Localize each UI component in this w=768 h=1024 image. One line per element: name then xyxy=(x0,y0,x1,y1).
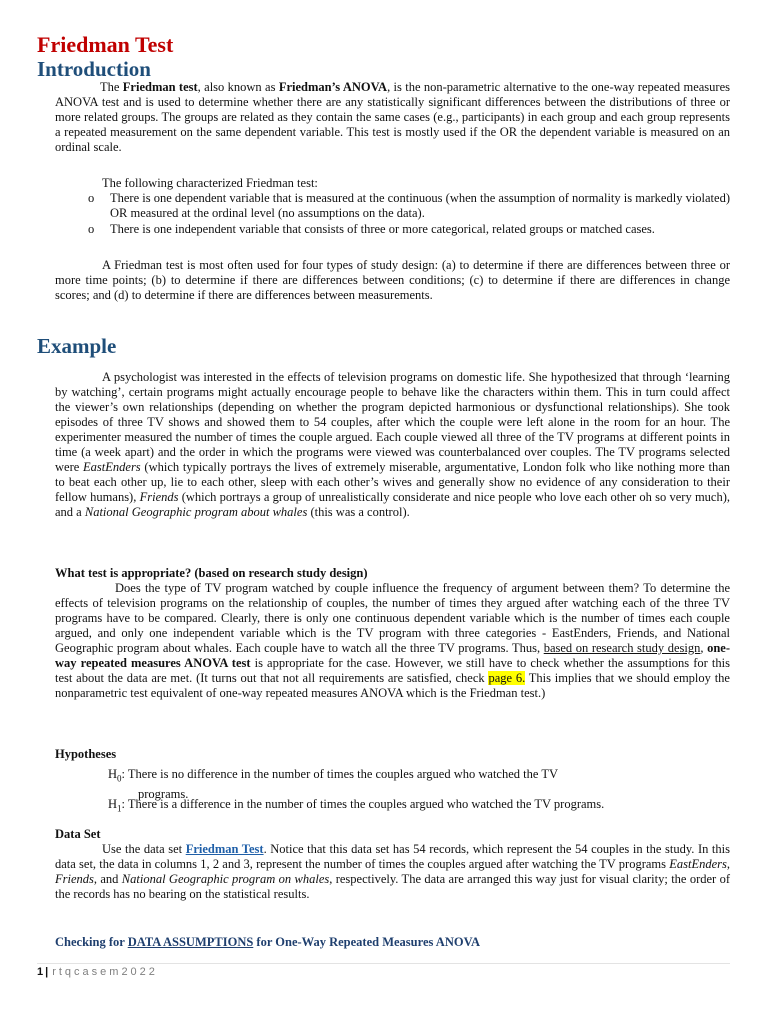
what-test-paragraph xyxy=(55,581,730,701)
text-run: , respectively. The data are arranged this way just for visual clarity; the order of the records has no bearing on the statistical results. xyxy=(55,872,730,901)
text-run: The xyxy=(100,80,123,94)
bullet-marker-icon: o xyxy=(88,191,95,205)
what-test-heading: What test is appropriate? (based on research study design) xyxy=(55,566,368,580)
text-run: , xyxy=(700,641,708,655)
text-run: (which portrays a group of unrealistically considerate and nice people who love each other oh so very much), and a xyxy=(55,490,731,519)
text-run: is appropriate for the case. However, we still have to check whether the assumptions for this test about the data are met. (It turns out that not all requirements are satisfied, check xyxy=(55,656,730,685)
example-paragraph xyxy=(55,370,730,520)
h1-text: : There is a difference in the number of times the couples argued who watched the TV programs. xyxy=(121,797,605,811)
text-run: , and xyxy=(93,872,122,886)
bullet-marker-icon: o xyxy=(88,222,95,236)
hypothesis-alternative xyxy=(108,797,730,817)
bold-one-way-anova: one-way repeated measures ANOVA test xyxy=(55,641,730,670)
text-run: for One-Way Repeated Measures ANOVA xyxy=(253,935,481,949)
data-assumptions-link[interactable]: DATA ASSUMPTIONS xyxy=(127,935,254,949)
introduction-paragraph-2: A Friedman test is most often used for four types of study design: (a) to determine if there are differences between three or more time points; (b) to determine if there are differences between conditions; (c) to determine if there are differences in change scores; and (d) to determine if there are differences between measurements. xyxy=(55,258,730,302)
italic-national-geographic: National Geographic program about whales xyxy=(84,505,308,519)
document-title: Friedman Test xyxy=(37,32,174,57)
h1-subscript: 1 xyxy=(117,803,122,814)
bold-term-friedmans-anova: Friedman’s ANOVA xyxy=(278,80,388,94)
text-run: Checking for xyxy=(55,935,128,949)
dataset-paragraph xyxy=(55,842,730,902)
text-run: Does the type of TV program watched by couple influence the frequency of argument between them? To determine the effects of television programs on the relationship of couples, the number of times they argued after watching each of the three TV programs have to be compared. Clearly, there is only one continuous dependent variable which is the number of times each couple argued, and only one independent variable which is the TV program with three categories - EastEnders, Friends, and National Geographic program about whales. Each couple have to watch all the three TV programs. Thus, xyxy=(55,581,730,655)
text-run: This implies that we should employ the nonparametric test equivalent of one-way repeated measures ANOVA which is the Friedman test.) xyxy=(55,671,730,700)
bold-term-friedman-test: Friedman test xyxy=(122,80,198,94)
footer-divider xyxy=(37,963,730,964)
italic-friends: Friends xyxy=(139,490,179,504)
text-run: A psychologist was interested in the effects of television programs on domestic life. She hypothesized that through ‘learning by watching’, certain programs might actually encourage people to behave like the characters within them. This in turn could affect the viewer’s own relationships (depending on whether the program depicted harmonious or dysfunctional relationships). She took episodes of three TV shows and showed them to 54 couples, after which the couple were left alone in the room for an hour. The experimenter measured the number of times the couple argued. Each couple viewed all three of the TV programs at different points in time (a week apart) and the order in which the programs were viewed was counterbalanced over couples. The TV programs selected were xyxy=(55,370,730,474)
checking-assumptions-heading xyxy=(55,935,480,950)
page-number: 1 xyxy=(37,966,44,978)
text-run: (which typically portrays the lives of extremely miserable, argumentative, London folk who like nothing more than to beat each other up, lie to each other, sleep with each other’s wives and generally show no evidence of any consideration to their fellow humans), xyxy=(55,460,730,504)
italic-friends: Friends xyxy=(55,872,94,886)
text-run: , also known as xyxy=(197,80,279,94)
example-heading: Example xyxy=(37,334,117,358)
page-footer xyxy=(37,966,158,978)
h0-text: : There is no difference in the number of times the couples argued who watched the TV xyxy=(121,767,558,781)
list-intro: The following characterized Friedman test: xyxy=(102,176,318,190)
introduction-heading: Introduction xyxy=(37,57,151,81)
dataset-heading: Data Set xyxy=(55,827,101,841)
highlighted-page-reference[interactable]: page 6. xyxy=(488,671,526,685)
introduction-paragraph-1 xyxy=(55,80,730,155)
h0-continuation: programs. xyxy=(138,786,189,801)
underlined-study-design: based on research study design xyxy=(543,641,701,655)
h0-label: H xyxy=(108,767,118,781)
text-run: (this was a control). xyxy=(307,505,410,519)
friedman-test-link[interactable]: Friedman Test xyxy=(185,842,264,856)
text-run: , xyxy=(726,857,730,871)
bullet-item-2 xyxy=(88,222,730,237)
h1-label: H xyxy=(108,797,118,811)
footer-separator: | xyxy=(45,966,49,978)
text-run: , is the non-parametric alternative to the one-way repeated measures ANOVA test and is used to determine whether there are any statistically significant differences between the distributions of three or more related groups. The groups are related as they contain the same cases (e.g., participants) in each group and each group represents a repeated measurement on the same dependent variable. This test is mostly used if the OR the dependent variable is measured on an ordinal scale. xyxy=(55,80,731,154)
italic-national-geographic: National Geographic program on whales xyxy=(121,872,330,886)
italic-eastenders: EastEnders xyxy=(83,460,141,474)
footer-text: rtqcasem2022 xyxy=(52,966,158,978)
bullet-text-2: There is one independent variable that consists of three or more categorical, related groups or matched cases. xyxy=(110,222,655,236)
italic-eastenders: EastEnders xyxy=(669,857,727,871)
bullet-item-1 xyxy=(88,191,730,221)
h0-subscript: 0 xyxy=(117,773,122,784)
text-run: Use the data set xyxy=(102,842,186,856)
hypotheses-heading: Hypotheses xyxy=(55,747,117,761)
bullet-text-1: There is one dependent variable that is measured at the continuous (when the assumption of normality is markedly violated) OR measured at the ordinal level (no assumptions on the data). xyxy=(110,191,730,220)
text-run: . Notice that this data set has 54 records, which represent the 54 couples in the study. In this data set, the data in columns 1, 2 and 3, represent the number of times the couples argued after watching the TV programs xyxy=(55,842,730,871)
